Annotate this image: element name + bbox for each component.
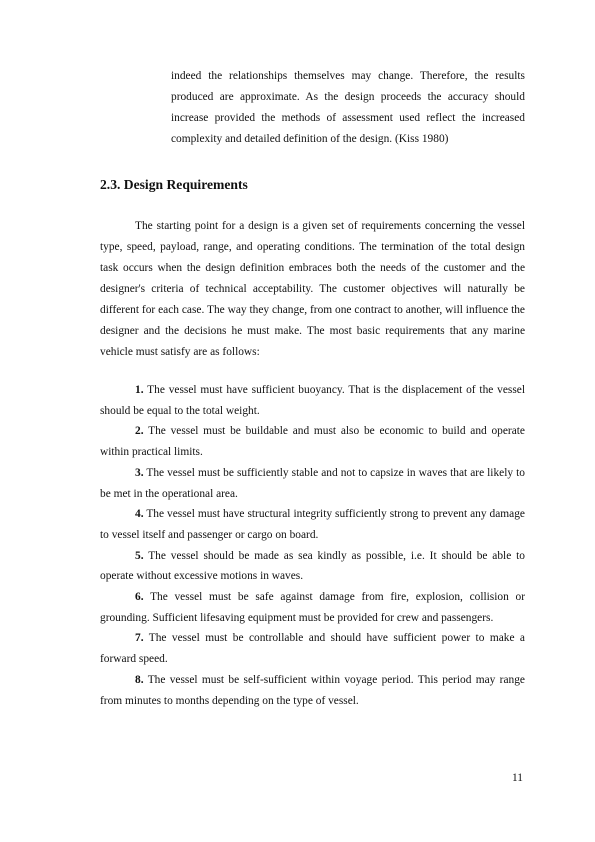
requirement-item xyxy=(100,463,525,504)
requirement-number: 2. xyxy=(135,425,144,438)
requirement-item xyxy=(100,546,525,587)
requirement-text: The vessel must be self-sufficient within voyage period. This period may range from minutes to months depending on the type of vessel. xyxy=(100,673,525,707)
section-heading: 2.3. Design Requirements xyxy=(100,177,248,192)
quote-paragraph: indeed the relationships themselves may change. Therefore, the results produced are approximate. As the design proceeds the accuracy should increase provided the methods of assessment used reflect the increased complexity and detailed definition of the design. (Kiss 1980) xyxy=(171,70,525,145)
requirement-number: 6. xyxy=(135,591,144,604)
requirement-text: The vessel must be controllable and should have sufficient power to make a forward speed. xyxy=(100,632,525,666)
requirement-item xyxy=(100,421,525,462)
requirement-item xyxy=(100,587,525,628)
requirements-list xyxy=(100,380,525,711)
requirement-number: 8. xyxy=(135,673,144,686)
intro-paragraph: The starting point for a design is a given set of requirements concerning the vessel type, speed, payload, range, and operating conditions. The termination of the total design task occurs when the design definition embraces both the needs of the customer and the designer's criteria of technical acceptability. The customer objectives will naturally be different for each case. The way they change, from one contract to another, will influence the designer and the decisions he must make. The most basic requirements that any marine vehicle must satisfy are as follows: xyxy=(100,220,525,358)
requirement-text: The vessel must be safe against damage from fire, explosion, collision or grounding. Sufficient lifesaving equipment must be provided for crew and passengers. xyxy=(100,591,525,624)
requirement-text: The vessel must be buildable and must also be economic to build and operate within practical limits. xyxy=(100,425,525,459)
requirement-text: The vessel must have structural integrity sufficiently strong to prevent any damage to vessel itself and passenger or cargo on board. xyxy=(100,508,525,541)
requirement-item xyxy=(100,380,525,421)
requirement-item xyxy=(100,504,525,545)
requirement-number: 7. xyxy=(135,632,144,645)
requirement-item xyxy=(100,628,525,669)
requirement-text: The vessel should be made as sea kindly as possible, i.e. It should be able to operate without excessive motions in waves. xyxy=(100,549,525,583)
requirement-number: 4. xyxy=(135,508,144,521)
requirement-number: 5. xyxy=(135,549,144,562)
requirement-item xyxy=(100,670,525,711)
requirement-text: The vessel must have sufficient buoyancy. That is the displacement of the vessel should be equal to the total weight. xyxy=(100,384,525,417)
requirement-number: 3. xyxy=(135,466,144,479)
page-number: 11 xyxy=(512,772,523,784)
requirement-text: The vessel must be sufficiently stable and not to capsize in waves that are likely to be met in the operational area. xyxy=(100,466,525,500)
requirement-number: 1. xyxy=(135,384,144,396)
